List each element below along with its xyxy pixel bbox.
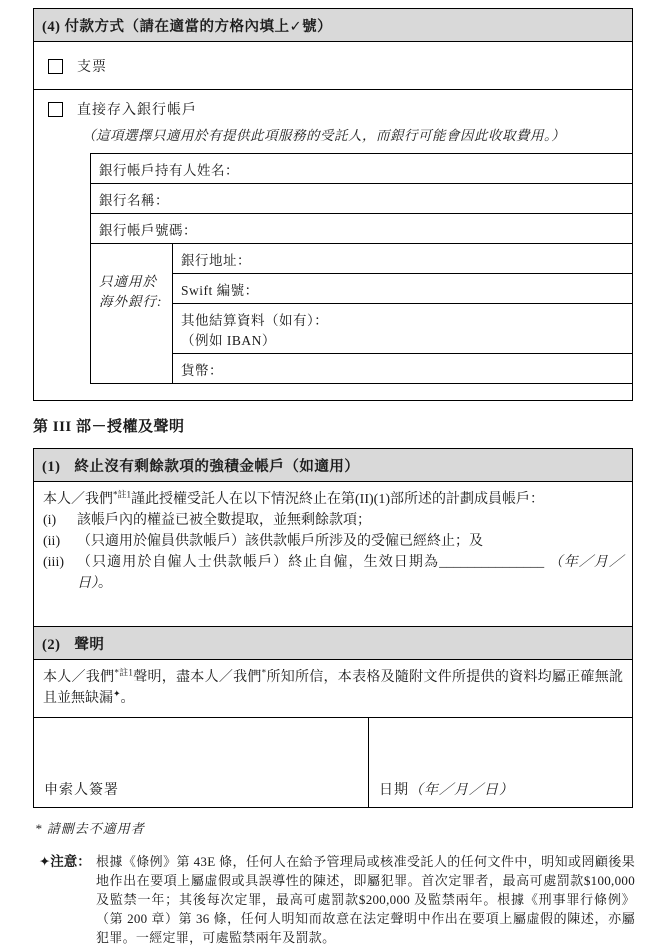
footnote-ref-star: ✦ [113,688,121,699]
termination-section-number: (1) [42,459,61,475]
currency-label: 貨幣： [181,363,223,378]
footnote-ref-note1-2: *註1 [114,667,133,678]
footnote-ref-note1: *註1 [113,489,132,500]
notice-label: ✦注意： [39,854,91,869]
bank-account-number-field[interactable] [91,214,632,244]
bank-name-field[interactable] [91,184,632,214]
swift-code-label: Swift 編號： [181,283,259,298]
bank-deposit-option-row [34,90,632,400]
payment-method-section [33,8,633,401]
overseas-bank-block [91,244,632,383]
effective-date-blank[interactable]: _______________ [439,555,545,570]
other-settlement-field[interactable] [173,304,632,354]
authorization-intro: 本人／我們$^{*註1}$謹此授權受託人在以下情況終止在第(II)(1)部所述的計劃成員帳戶： [43,489,544,507]
bank-address-label: 銀行地址： [181,253,251,268]
declaration-section-header [34,626,632,660]
termination-section-header [34,449,632,482]
other-settlement-label: 其他結算資料（如有）： [181,313,329,328]
date-format-hint: （年／月／日） [77,555,624,591]
signature-row [34,717,632,807]
authorization-declaration-section [33,448,633,808]
bank-name-label: 銀行名稱： [99,193,169,208]
claimant-signature-label: 申索人簽署 [44,783,119,798]
payment-section-header [34,9,632,42]
bank-deposit-checkbox[interactable] [48,102,63,117]
date-field[interactable] [369,718,632,807]
bank-deposit-option-label: 直接存入銀行帳戶 [77,103,197,118]
overseas-bank-label: 只適用於海外銀行: [91,244,173,383]
delete-inapplicable-note: * 請刪去不適用者 [35,821,145,836]
declaration-body [34,660,632,717]
currency-field[interactable] [173,354,632,383]
bank-holder-name-label: 銀行帳戶持有人姓名： [99,163,239,178]
declaration-section-title: 聲明 [74,637,105,653]
condition-item-iii: (iii) （只適用於自僱人士供款帳戶）終止自僱，生效日期為_______________ （年／月／日）。 [43,555,624,591]
date-label: 日期 [379,783,409,798]
bank-holder-name-field[interactable] [91,154,632,184]
condition-item-ii: (ii) （只適用於僱員供款帳戶）該供款帳戶所涉及的受僱已經終止；及 [43,534,483,549]
bank-address-field[interactable] [173,244,632,274]
footnote-ref-asterisk: * [261,667,267,678]
notice-text: 根據《條例》第 43E 條，任何人在給予管理局或核准受託人的任何文件中，明知或罔顧後果地作出在要項上屬虛假或具誤導性的陳述，即屬犯罪。首次定罪者，最高可處罰款$100,000 及監禁一年；其後每次定罪，最高可處罰款$200,000 及監禁兩年。根據《刑事罪行條例》（第 200 章）第 36 條，任何人明知而故意在法定聲明中作出在要項上屬虛假的陳述，亦屬犯罪。一經定罪，可處監禁兩年及罰款。 [96,854,635,946]
payment-header-text: (4) 付款方式（請在適當的方格內填上✓號） [42,19,333,35]
legal-notice [39,852,635,948]
bank-deposit-note: （這項選擇只適用於有提供此項服務的受託人，而銀行可能會因此收取費用。） [82,128,566,143]
cheque-option-label: 支票 [77,60,107,75]
condition-item-i: (i) 該帳戶內的權益已被全數提取，並無剩餘款項； [43,513,371,528]
termination-authorization-body [34,482,632,626]
declaration-section-number: (2) [42,637,61,653]
bank-account-number-label: 銀行帳戶號碼： [99,223,197,238]
bank-details-table [90,153,633,384]
iban-example-label: （例如 IBAN） [181,333,276,348]
part3-title: 第 III 部－授權及聲明 [33,419,185,435]
declaration-text: 本人／我們$^{*註1}$聲明，盡本人／我們*所知所信，本表格及隨附文件所提供的資料均屬正確無訛且並無缺漏✦。 [43,667,624,706]
cheque-checkbox[interactable] [48,59,63,74]
cheque-option-row [34,42,632,90]
claimant-signature-field[interactable] [34,718,369,807]
date-format-label: （年／月／日） [409,783,514,798]
swift-code-field[interactable] [173,274,632,304]
termination-section-title: 終止沒有剩餘款項的強積金帳戶（如適用） [74,459,360,475]
